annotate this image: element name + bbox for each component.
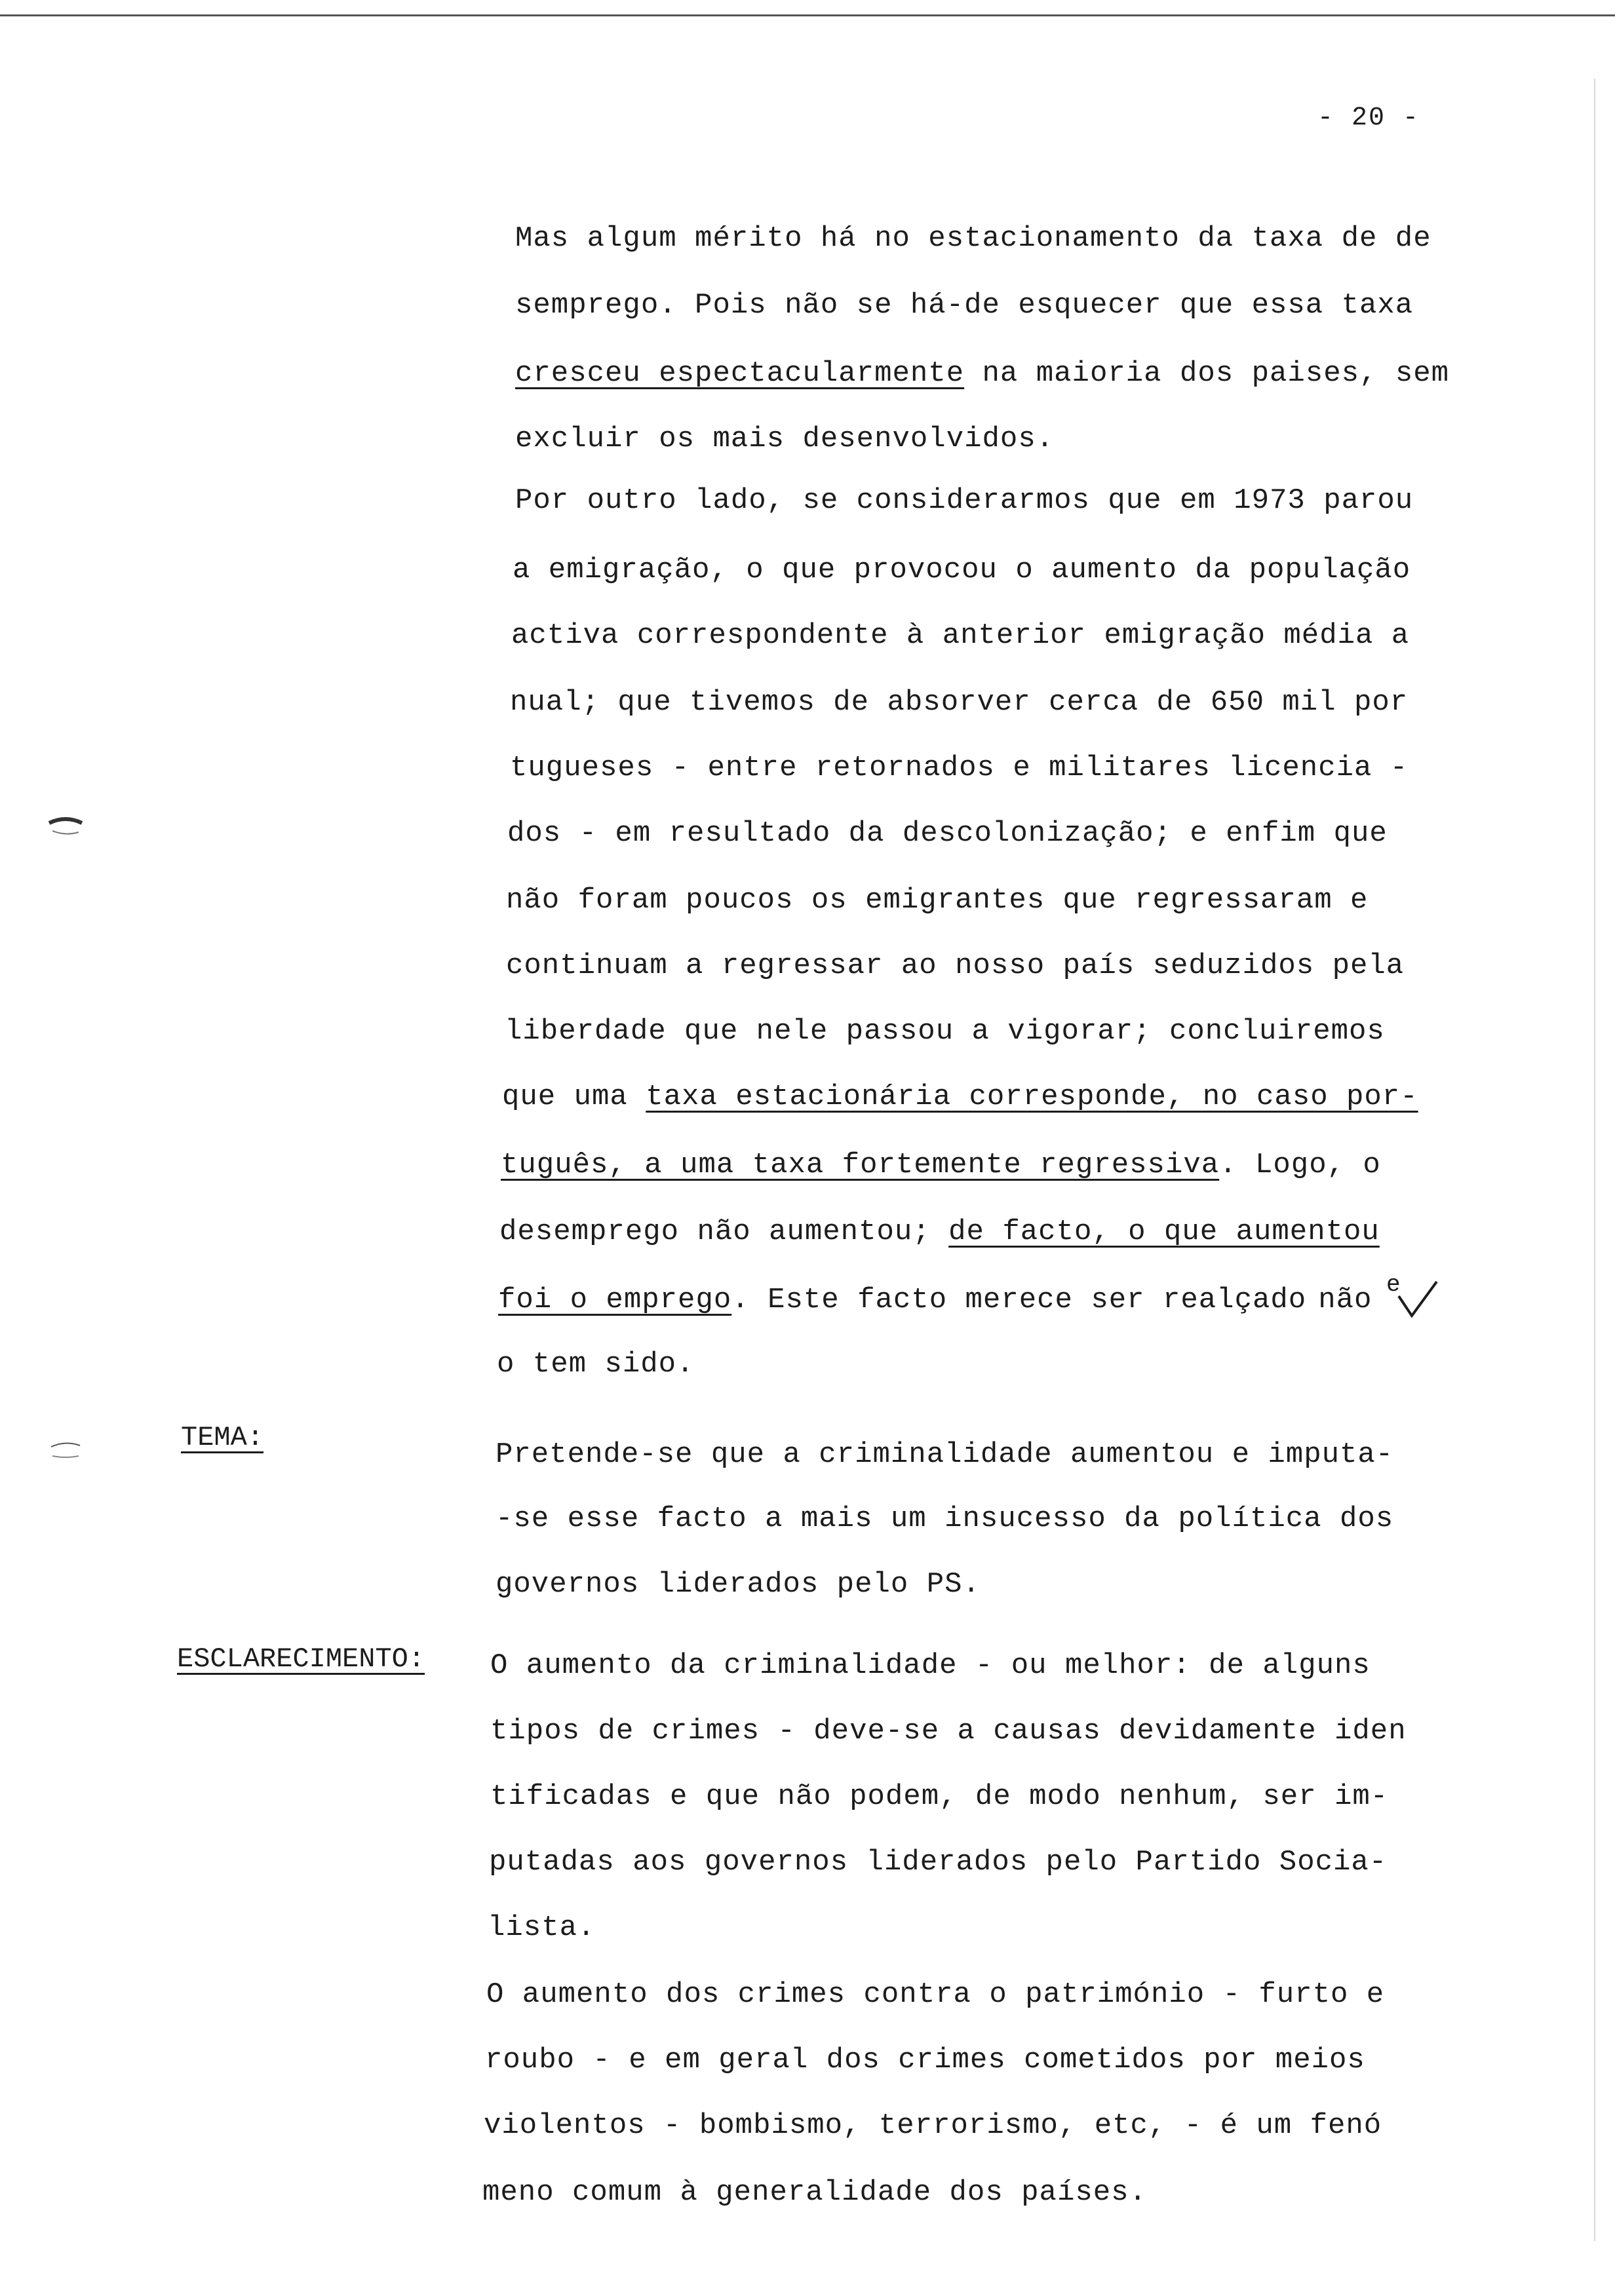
text-line: roubo - e em geral dos crimes cometidos por meios <box>485 2044 1365 2076</box>
text-line: continuam a regressar ao nosso país seduzidos pela <box>506 949 1405 982</box>
text-line: semprego. Pois não se há-de esquecer que essa taxa <box>515 289 1414 322</box>
underlined-phrase: foi o emprego <box>498 1284 732 1316</box>
text-line: tuguês, a uma taxa fortemente regressiva. Logo, o <box>501 1149 1381 1181</box>
text-line: foi o emprego. Este facto merece ser realçado não <box>498 1284 1372 1316</box>
text-line: cresceu espectacularmente na maioria dos paises, sem <box>515 357 1450 390</box>
underlined-phrase: taxa estacionária corresponde, no caso por- <box>646 1081 1418 1113</box>
text-line: Por outro lado, se considerarmos que em 1973 parou <box>515 484 1414 517</box>
text-line: tipos de crimes - deve-se a causas devidamente iden <box>490 1715 1407 1748</box>
text-line: tugueses - entre retornados e militares licencia - <box>510 752 1409 784</box>
text-line: O aumento da criminalidade - ou melhor: de alguns <box>490 1649 1371 1682</box>
text-line: a emigração, o que provocou o aumento da população <box>513 554 1411 586</box>
text-line: tificadas e que não podem, de modo nenhum, ser im- <box>490 1780 1389 1813</box>
text-line: dos - em resultado da descolonização; e enfim que <box>507 817 1388 850</box>
text-line: lista. <box>488 1911 596 1944</box>
text-line: o tem sido. <box>497 1348 695 1381</box>
underlined-phrase: de facto, o que aumentou <box>948 1215 1380 1248</box>
text-line: meno comum à generalidade dos países. <box>482 2176 1147 2209</box>
text-line: governos liderados pelo PS. <box>496 1568 981 1601</box>
text-line: que uma taxa estacionária corresponde, no caso por- <box>502 1081 1418 1113</box>
text-line: excluir os mais desenvolvidos. <box>515 423 1055 455</box>
binding-mark <box>46 813 85 839</box>
handwritten-insertion: e <box>1386 1271 1401 1298</box>
text-line: Pretende-se que a criminalidade aumentou e imputa- <box>496 1438 1394 1471</box>
page-number: - 20 - <box>1317 104 1420 133</box>
tema-label: TEMA: <box>181 1422 264 1453</box>
text-line: O aumento dos crimes contra o património - furto e <box>486 1978 1385 2011</box>
underlined-phrase: tuguês, a uma taxa fortemente regressiva <box>501 1149 1220 1181</box>
page-edge <box>1594 79 1595 2241</box>
esclarecimento-label: ESCLARECIMENTO: <box>177 1643 425 1675</box>
text-line: Mas algum mérito há no estacionamento da taxa de de <box>515 222 1431 255</box>
text-line: putadas aos governos liderados pelo Partido Socia- <box>489 1846 1388 1879</box>
underlined-phrase: cresceu espectacularmente <box>515 357 965 390</box>
text-line: liberdade que nele passou a vigorar; concluiremos <box>505 1015 1385 1048</box>
text-line: desemprego não aumentou; de facto, o que aumentou <box>499 1215 1380 1248</box>
binding-mark <box>46 1435 85 1461</box>
text-line: nual; que tivemos de absorver cerca de 650 mil por <box>510 686 1409 719</box>
top-rule <box>0 14 1615 16</box>
text-line: activa correspondente à anterior emigração média a <box>511 619 1410 652</box>
insertion-caret-icon <box>1396 1270 1442 1322</box>
text-line: violentos - bombismo, terrorismo, etc, - é um fenó <box>484 2109 1382 2142</box>
text-line: -se esse facto a mais um insucesso da política dos <box>496 1502 1394 1535</box>
text-line: não foram poucos os emigrantes que regressaram e <box>506 884 1369 917</box>
